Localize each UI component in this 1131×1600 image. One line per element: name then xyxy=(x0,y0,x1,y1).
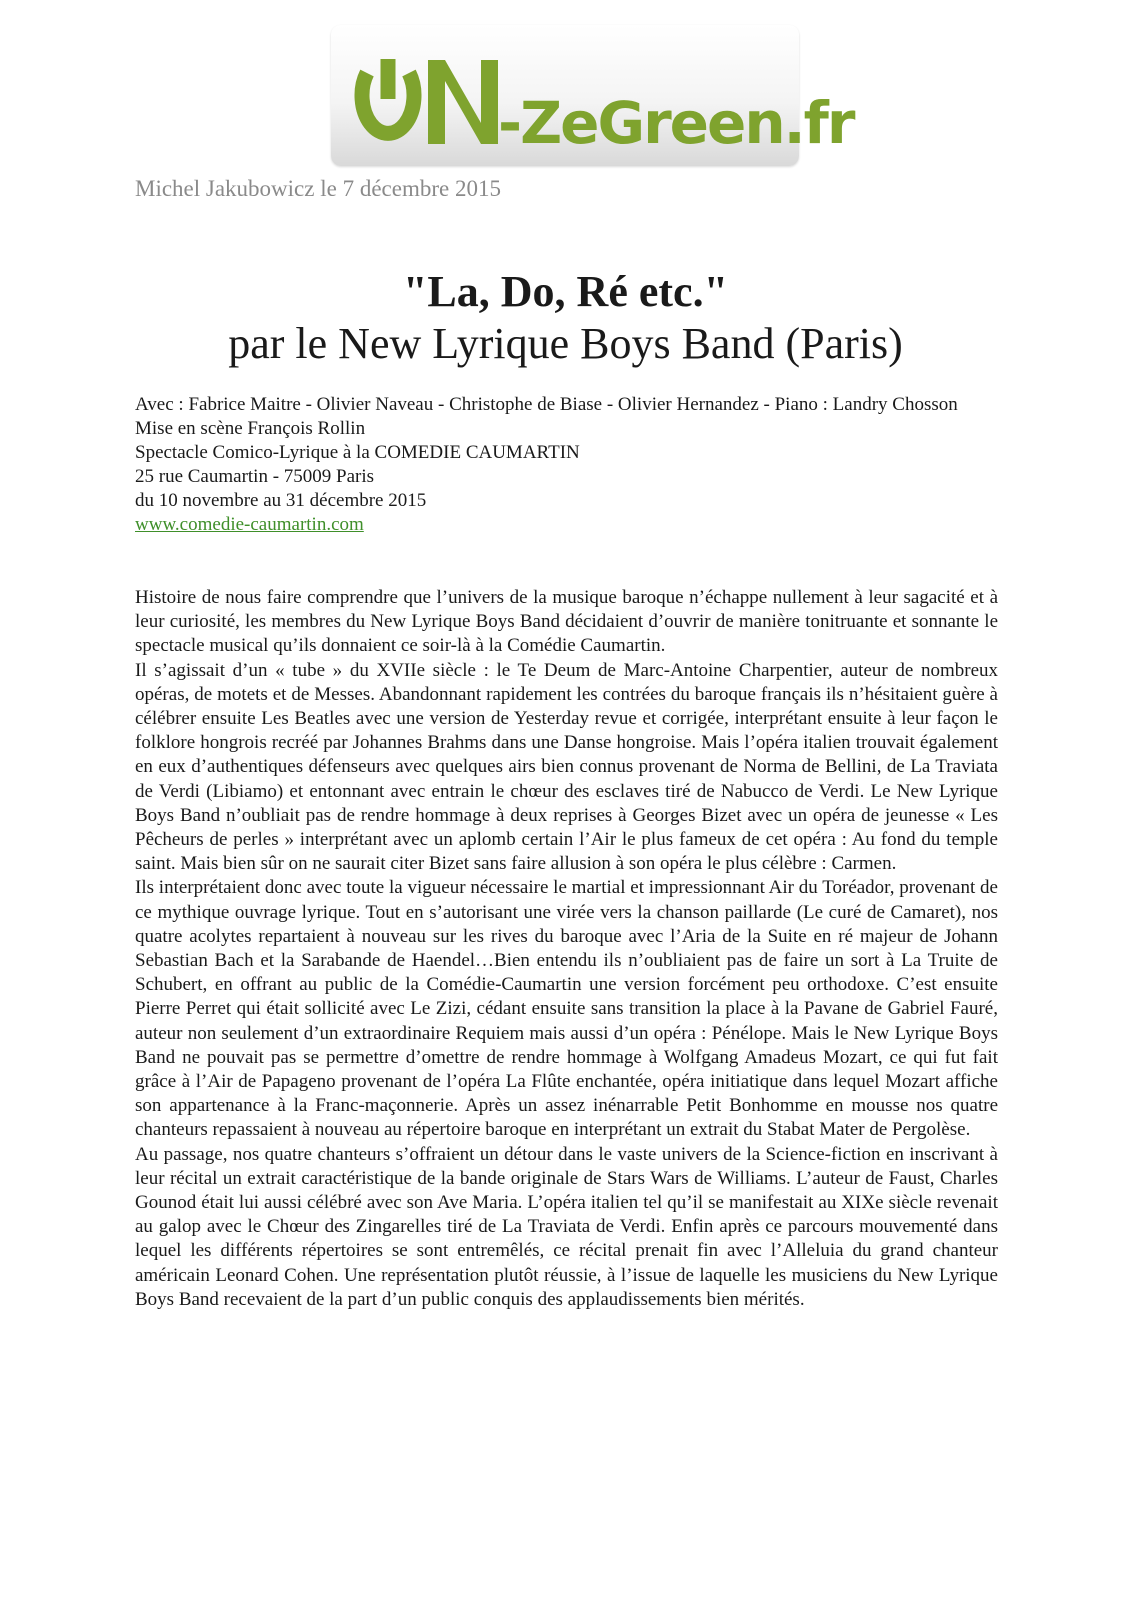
article-paragraph: Ils interprétaient donc avec toute la vigueur nécessaire le martial et impressionnant Air du Toréador, provenant de ce mythique ouvrage lyrique. Tout en s’autorisant une virée vers la chanson paillarde (Le curé de Camaret), nos quatre acolytes repartaient à nouveau sur les rives du baroque avec l’Aria de la Suite en ré majeur de Johann Sebastian Bach et la Sarabande de Haendel…Bien entendu ils n’oubliaient pas de faire un sort à La Truite de Schubert, en offrant au public de la Comédie-Caumartin une version forcément peu orthodoxe. C’est ensuite Pierre Perret qui était sollicité avec Le Zizi, cédant ensuite sans transition la place à la Pavane de Gabriel Fauré, auteur non seulement d’un extraordinaire Requiem mais aussi d’un opéra : Pénélope. Mais le New Lyrique Boys Band ne pouvait pas se permettre d’omettre de rendre hommage à Wolfgang Amadeus Mozart, ce qui fut fait grâce à l’Air de Papageno provenant de l’opéra La Flûte enchantée, opéra initiatique dans lequel Mozart affiche son appartenance à la Franc-maçonnerie. Après un assez inénarrable Petit Bonhomme en mousse nos quatre chanteurs repassaient à nouveau au répertoire baroque en interprétant un extrait du Stabat Mater de Pergolèse. xyxy=(135,877,998,1141)
article-paragraph: Au passage, nos quatre chanteurs s’offraient un détour dans le vaste univers de la Science-fiction en inscrivant à leur récital un extrait caractéristique de la bande originale de Stars Wars de Williams. L’auteur de Faust, Charles Gounod était lui aussi célébré avec son Ave Maria. L’opéra italien tel qu’il se manifestait au XIXe siècle revenait au galop avec le Chœur des Zingarelles tiré de La Traviata de Verdi. Enfin après ce parcours mouvementé dans lequel les différents répertoires se sont entremêlés, ce récital prenait fin avec l’Alleluia du grand chanteur américain Leonard Cohen. Une représentation plutôt réussie, à l’issue de laquelle les musiciens du New Lyrique Boys Band recevaient de la part d’un public conquis des applaudissements bien mérités. xyxy=(135,1143,998,1310)
article-byline: Michel Jakubowicz le 7 décembre 2015 xyxy=(135,176,501,201)
site-logo[interactable] xyxy=(331,25,854,166)
article-paragraph: Histoire de nous faire comprendre que l’univers de la musique baroque n’échappe nullement à leur sagacité et à leur curiosité, les membres du New Lyrique Boys Band décidaient d’ouvrir de manière tonitruante et sonnante le spectacle musical qu’ils donnaient ce soir-là à la Comédie Caumartin. xyxy=(135,587,998,657)
article-paragraph: Il s’agissait d’un « tube » du XVIIe siècle : le Te Deum de Marc-Antoine Charpentier, auteur de nombreux opéras, de motets et de Messes. Abandonnant rapidement les contrées du baroque français ils n’hésitaient guère à célébrer ensuite Les Beatles avec une version de Yesterday revue et corrigée, interprétant ensuite à leur façon le folklore hongrois recréé par Johannes Brahms dans une Danse hongroise. Mais l’opéra italien trouvait également en eux d’authentiques défenseurs avec quelques airs bien connus provenant de Norma de Bellini, de La Traviata de Verdi (Libiamo) et entonnant avec entrain le chœur des esclaves tiré de Nabucco de Verdi. Le New Lyrique Boys Band n’oubliait pas de rendre hommage à deux reprises à Georges Bizet avec un opéra de jeunesse « Les Pêcheurs de perles » interprétant avec un aplomb certain l’Air le plus fameux de cet opéra : Au fond du temple saint. Mais bien sûr on ne saurait citer Bizet sans faire allusion à son opéra le plus célèbre : Carmen. xyxy=(135,659,998,875)
article-title: "La, Do, Ré etc." xyxy=(403,267,728,316)
article-subtitle: par le New Lyrique Boys Band (Paris) xyxy=(228,319,903,368)
venue-line: Spectacle Comico-Lyrique à la COMEDIE CAUMARTIN xyxy=(135,442,580,463)
dates-line: du 10 novembre au 31 décembre 2015 xyxy=(135,490,427,511)
logo-suffix: -ZeGreen.fr xyxy=(498,89,854,157)
staging-line: Mise en scène François Rollin xyxy=(135,418,366,439)
address-line: 25 rue Caumartin - 75009 Paris xyxy=(135,466,375,487)
show-info xyxy=(135,393,995,537)
article-body xyxy=(135,586,998,1312)
power-icon xyxy=(362,59,414,133)
logo-letter-n xyxy=(428,60,498,144)
logo-graphic xyxy=(331,25,854,166)
cast-line: Avec : Fabrice Maitre - Olivier Naveau - Christophe de Biase - Olivier Hernandez - Piano : Landry Chosson xyxy=(135,394,958,415)
website-link[interactable]: www.comedie-caumartin.com xyxy=(135,514,364,535)
